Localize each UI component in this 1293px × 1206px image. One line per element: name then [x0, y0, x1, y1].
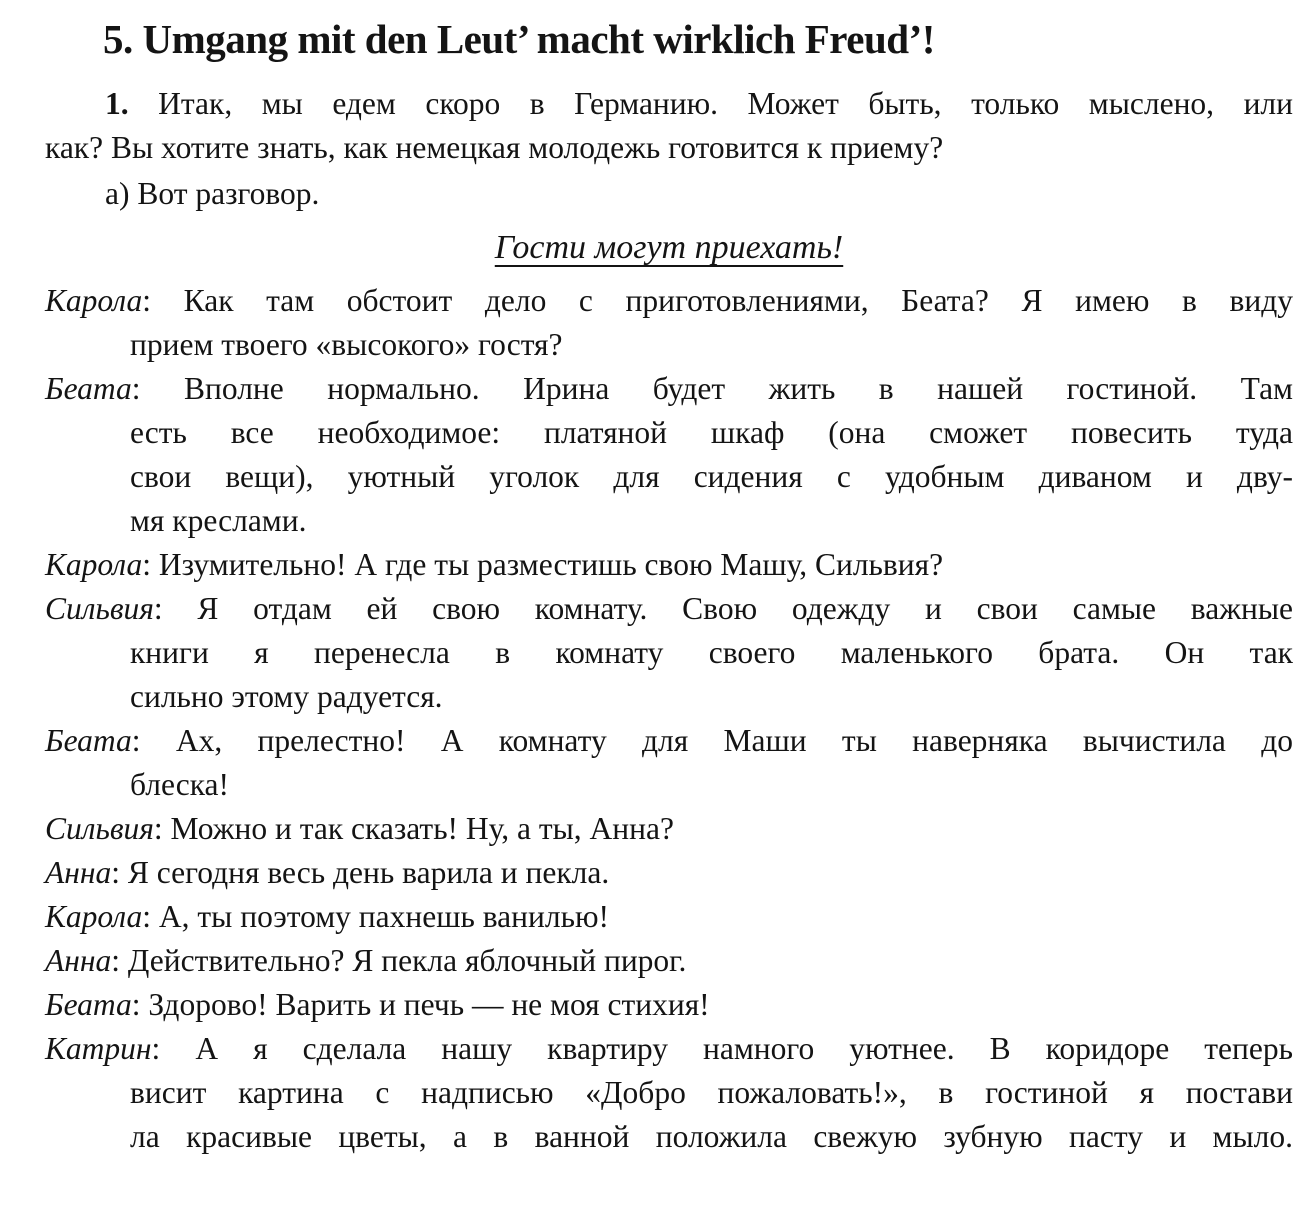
paragraph-number: 1.: [105, 86, 129, 121]
speaker-name: Сильвия: [45, 591, 154, 626]
speaker-name: Сильвия: [45, 811, 154, 846]
dialog-utterance: [45, 719, 1293, 807]
speaker-name: Карола: [45, 547, 143, 582]
intro-line-1: [45, 82, 1293, 126]
dialog-line: [45, 939, 1293, 983]
speaker-separator: :: [111, 943, 128, 978]
dialog-utterance: [45, 367, 1293, 543]
speaker-name: Беата: [45, 987, 132, 1022]
text-column: [45, 82, 1293, 1159]
dialog-utterance: [45, 939, 1293, 983]
dialog-utterance: [45, 807, 1293, 851]
dialog-line: мя креслами.: [130, 503, 307, 538]
dialog-line: блеска!: [130, 767, 230, 802]
dialog-text: Вполне нормально. Ирина будет жить в нашей гостиной. Там: [184, 371, 1293, 406]
lesson-title: 5. Umgang mit den Leut’ macht wirklich Freud’!: [103, 16, 935, 62]
dialog-line: [45, 983, 1293, 1027]
intro-line-2: как? Вы хотите знать, как немецкая молодежь готовится к приему?: [45, 130, 944, 165]
dialog-text: Я сегодня весь день варила и пекла.: [127, 855, 610, 890]
dialog-text: Как там обстоит дело с приготовлениями, Беата? Я имею в виду: [183, 283, 1293, 318]
speaker-name: Анна: [45, 855, 112, 890]
speaker-name: Беата: [45, 371, 132, 406]
dialog-line: [45, 543, 1293, 587]
dialog-heading: [45, 222, 1293, 274]
dialog-utterance: [45, 543, 1293, 587]
intro-subheading: а) Вот разговор.: [105, 176, 320, 211]
dialog-line: прием твоего «высокого» гостя?: [130, 327, 563, 362]
intro-line-1-text: Итак, мы едем скоро в Германию. Может быть, только мыслено, или: [158, 86, 1293, 121]
speaker-separator: :: [131, 723, 176, 758]
dialog-text: А, ты поэтому пахнешь ванилью!: [158, 899, 609, 934]
speaker-separator: :: [153, 811, 171, 846]
dialog-text: Можно и так сказать! Ну, а ты, Анна?: [170, 811, 674, 846]
dialog-utterance: [45, 279, 1293, 367]
speaker-separator: :: [142, 283, 184, 318]
dialog-text: Изумительно! А где ты разместишь свою Машу, Сильвия?: [158, 547, 944, 582]
dialog-text: Я отдам ей свою комнату. Свою одежду и свои самые важные: [197, 591, 1293, 626]
dialog-line: [45, 587, 1293, 631]
dialog-line: сильно этому радуется.: [130, 679, 443, 714]
dialog-line: [45, 807, 1293, 851]
dialog-line: есть все необходимое: платяной шкаф (она сможет повесить туда: [130, 415, 1293, 450]
speaker-name: Карола: [45, 899, 143, 934]
dialog-line: [45, 719, 1293, 763]
dialog-line: ла красивые цветы, а в ванной положила свежую зубную пасту и мыло.: [130, 1119, 1293, 1154]
speaker-name: Катрин: [45, 1031, 152, 1066]
dialog-text: А я сделала нашу квартиру намного уютнее. В коридоре теперь: [195, 1031, 1293, 1066]
dialog-line: [45, 279, 1293, 323]
dialog-text: Действительно? Я пекла яблочный пирог.: [127, 943, 687, 978]
dialog-text: Ах, прелестно! А комнату для Маши ты наверняка вычистила до: [175, 723, 1293, 758]
speaker-name: Карола: [45, 283, 143, 318]
speaker-separator: :: [142, 899, 159, 934]
speaker-separator: :: [111, 855, 128, 890]
speaker-separator: :: [151, 1031, 196, 1066]
dialog-line: [45, 367, 1293, 411]
dialog-text: Здорово! Варить и печь — не моя стихия!: [148, 987, 710, 1022]
speaker-separator: :: [142, 547, 159, 582]
dialog-line: [45, 1027, 1293, 1071]
dialog-heading-text: Гости могут приехать!: [494, 229, 844, 266]
dialog-line: [45, 895, 1293, 939]
speaker-name: Беата: [45, 723, 132, 758]
speaker-name: Анна: [45, 943, 112, 978]
dialog-line: книги я перенесла в комнату своего маленького брата. Он так: [130, 635, 1293, 670]
dialog-utterance: [45, 587, 1293, 719]
dialog-line: висит картина с надписью «Добро пожаловать!», в гостиной я постави: [130, 1075, 1293, 1110]
speaker-separator: :: [153, 591, 198, 626]
dialog-line: [45, 851, 1293, 895]
dialog-utterance: [45, 983, 1293, 1027]
dialog-utterance: [45, 1027, 1293, 1159]
speaker-separator: :: [131, 371, 184, 406]
dialog-utterance: [45, 895, 1293, 939]
dialog-line: свои вещи), уютный уголок для сидения с удобным диваном и дву-: [130, 459, 1293, 494]
dialog-utterance: [45, 851, 1293, 895]
speaker-separator: :: [131, 987, 149, 1022]
